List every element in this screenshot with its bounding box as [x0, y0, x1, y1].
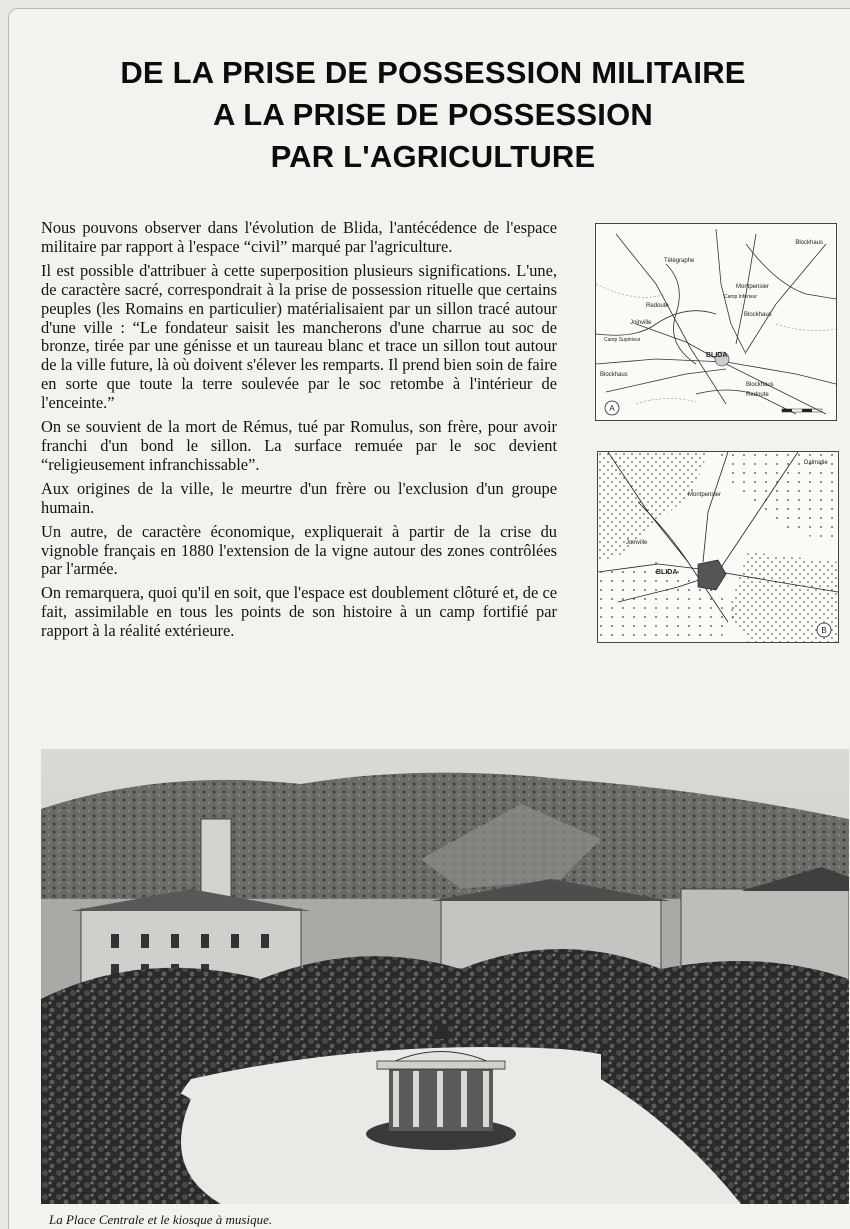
document-page — [8, 8, 850, 1229]
paragraph: Nous pouvons observer dans l'évolution de Blida, l'antécédence de l'espace militaire par rapport à l'espace “civil” marqué par l'agriculture. — [41, 218, 557, 256]
map-label: Redoute — [746, 392, 769, 398]
paragraph: On remarquera, quoi qu'il en soit, que l'espace est doublement clôturé et, de ce fait, assimilable en tous les points de son histoire à un camp fortifié par rapport à la réalité extérieure. — [41, 583, 557, 641]
map-label: Blockhaus — [600, 372, 628, 378]
paragraph: Aux origines de la ville, le meurtre d'un frère ou l'exclusion d'un groupe humain. — [41, 478, 557, 517]
paragraph: On se souvient de la mort de Rémus, tué par Romulus, son frère, pour avoir franchi d'un bond le sillon. La surface remuée par le soc devient “religieusement infranchissable”. — [41, 417, 557, 474]
paragraph: Il est possible d'attribuer à cette superposition plusieurs significations. L'une, de caractère sacré, correspondrait à la prise de possession rituelle que certains peuples (les Romains en particulier) matérialisaient par un sillon tracé autour d'une ville : “Le fondateur saisit les mancherons d'une charrue au soc de bronze, tirée par une génisse et un taureau blanc et trace un sillon tout autour de la ville future, là où doivent s'élever les remparts. Il prend bien soin de faire en sorte que toute la terre soulevée par le soc retombe à l'intérieur de l'enceinte.” — [41, 260, 557, 413]
map-scale-bar — [782, 409, 822, 412]
vineyard-areas — [598, 452, 838, 642]
map-label: Camp Inférieur — [724, 294, 758, 300]
map-b — [597, 451, 839, 643]
map-label: Blockhaus — [746, 382, 774, 388]
title-line: PAR L'AGRICULTURE — [270, 138, 596, 174]
map-label: Camp Supérieur — [604, 337, 641, 343]
map-label: Joinville — [626, 540, 648, 546]
article-body — [41, 219, 557, 646]
map-label: BLIDA — [656, 569, 678, 576]
map-label: Blockhaus — [744, 312, 772, 318]
paragraph: Un autre, de caractère économique, expliquerait à partir de la crise du vignoble français en 1880 l'extension de la vigne autour des zones contrôlées par l'armée. — [41, 521, 557, 579]
map-label: Montpensier — [688, 492, 722, 498]
map-a — [595, 223, 837, 421]
article-title — [23, 52, 843, 178]
town-block — [698, 560, 726, 590]
place-centrale-photo — [41, 749, 849, 1204]
map-label: Joinville — [630, 320, 652, 326]
map-label: Montpensier — [736, 284, 770, 290]
map-label: Blockhaus — [795, 240, 823, 246]
title-line: A LA PRISE DE POSSESSION — [212, 96, 654, 132]
map-label: Redoute — [646, 303, 669, 309]
photo-caption: La Place Centrale et le kiosque à musique. — [49, 1212, 273, 1227]
map-label: Dalmatie — [804, 460, 828, 466]
title-line: DE LA PRISE DE POSSESSION MILITAIRE — [120, 54, 746, 90]
map-label: BLIDA — [706, 352, 728, 359]
map-badge: A — [609, 404, 615, 413]
map-label: Télégraphe — [664, 258, 695, 264]
map-badge: B — [821, 626, 827, 635]
